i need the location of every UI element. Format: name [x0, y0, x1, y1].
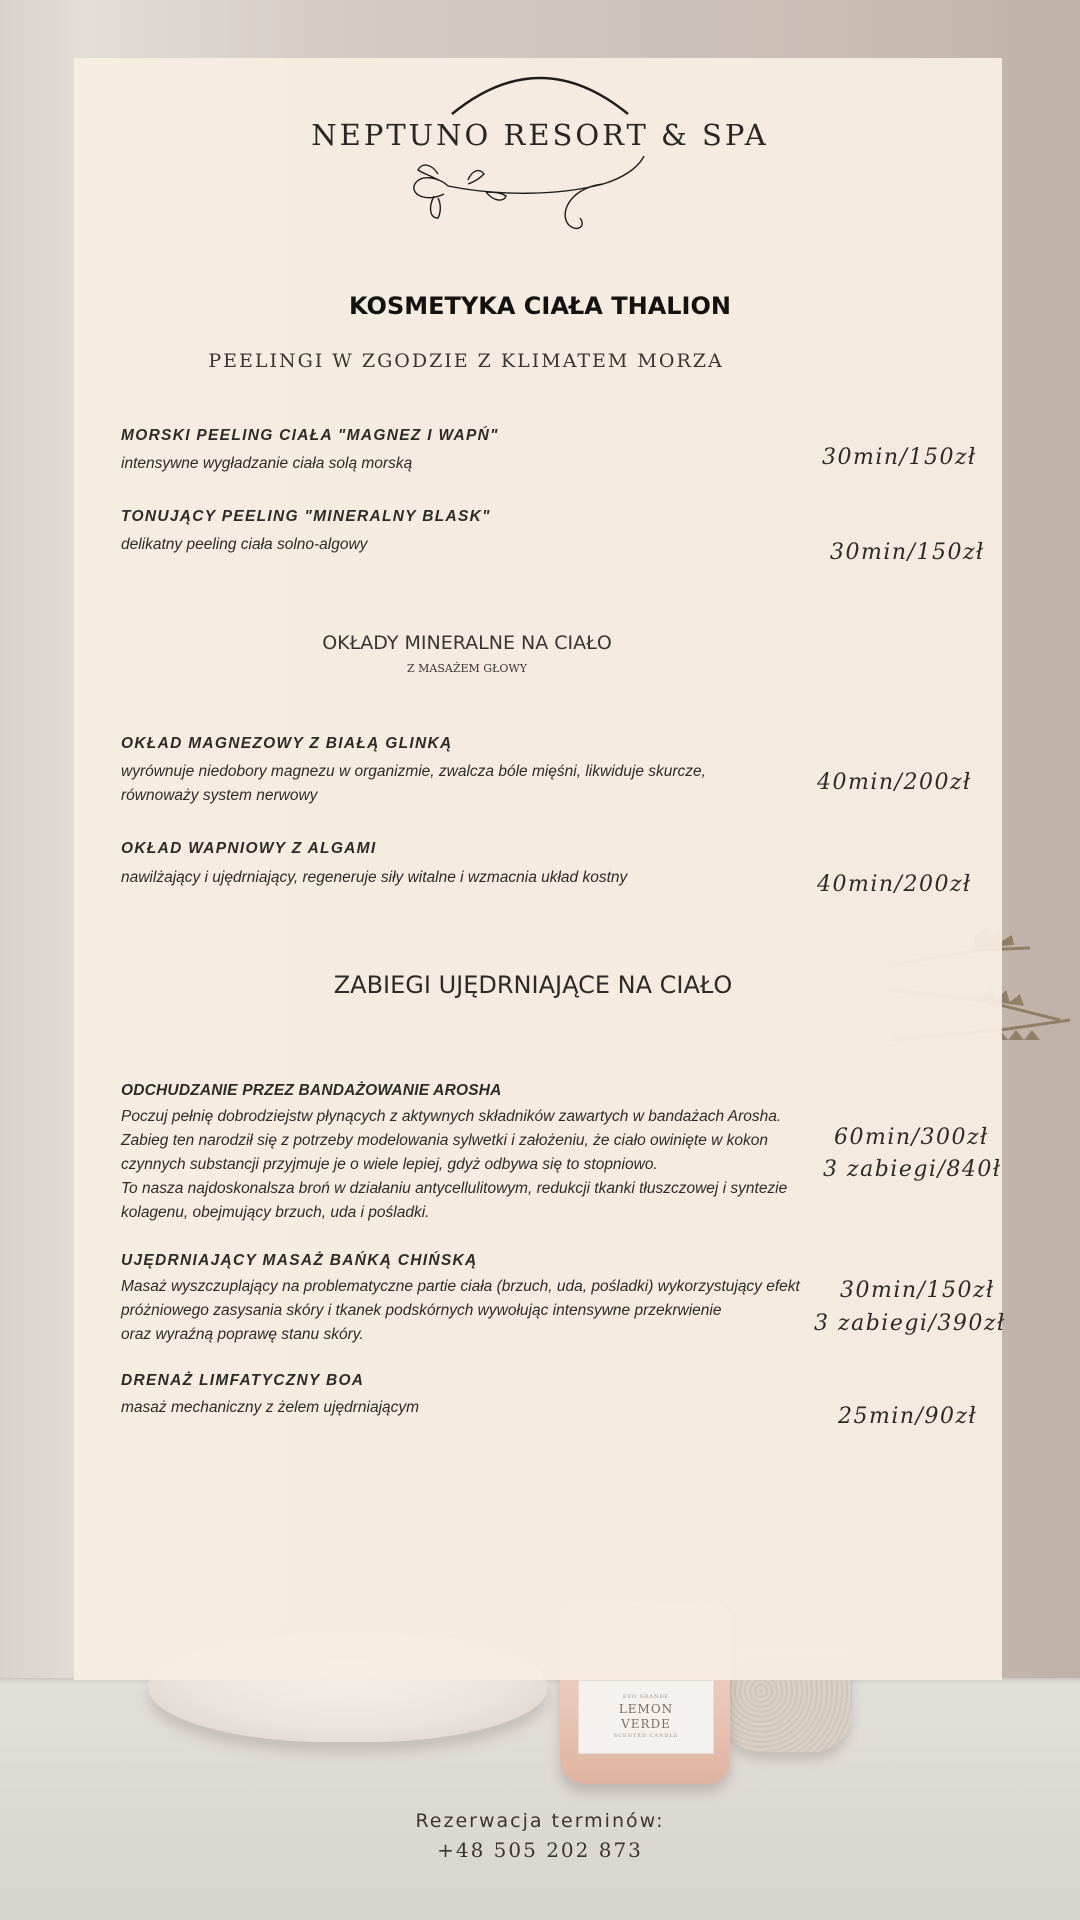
item-description: delikatny peeling ciała solno-algowy [121, 536, 368, 553]
item-price: 60min/300zł [834, 1125, 989, 1150]
item-price: 40min/200zł [817, 872, 972, 897]
wraps-section-subtitle: Z MASAŻEM GŁOWY [407, 662, 527, 675]
item-price-package: 3 zabiegi/390zł [814, 1311, 1006, 1336]
peelings-section-title: PEELINGI W ZGODZIE Z KLIMATEM MORZA [208, 350, 724, 372]
item-title: OKŁAD WAPNIOWY Z ALGAMI [121, 840, 377, 857]
brand-name: NEPTUNO RESORT & SPA [311, 118, 769, 152]
description-line: czynnych substancji przyjmuje je o wiele lepiej, gdyż odbywa się to stopniowo. [121, 1156, 658, 1173]
item-description: masaż mechaniczny z żelem ujędrniającym [121, 1399, 420, 1416]
item-title: UJĘDRNIAJĄCY MASAŻ BAŃKĄ CHIŃSKĄ [121, 1252, 478, 1269]
item-price: 25min/90zł [838, 1404, 978, 1429]
description-line: Poczuj pełnię dobrodziejstw płynących z aktywnych składników zawartych w bandażach Arosha. [121, 1108, 782, 1125]
candle-label-main: LEMON [618, 1702, 674, 1716]
item-price: 40min/200zł [817, 770, 972, 795]
item-title: TONUJĄCY PEELING "MINERALNY BLASK" [121, 508, 491, 525]
main-title: KOSMETYKA CIAŁA THALION [349, 292, 731, 320]
item-description: intensywne wygładzanie ciała solą morską [121, 455, 413, 472]
item-title: OKŁAD MAGNEZOWY Z BIAŁĄ GLINKĄ [121, 735, 453, 752]
item-description [121, 1105, 841, 1225]
item-title: DRENAŻ LIMFATYCZNY BOA [121, 1372, 365, 1389]
candle-label-main2: VERDE [621, 1717, 671, 1731]
description-line: próżniowego zasysania skóry i tkanek podskórnych wywołując intensywne przekrwienie [121, 1302, 722, 1319]
description-line: Masaż wyszczuplający na problematyczne partie ciała (brzuch, uda, pośladki) wykorzystujący efekt [121, 1278, 800, 1295]
booking-label: Rezerwacja terminów: [415, 1810, 665, 1832]
candle-label-bottom: SCENTED CANDLE [613, 1733, 679, 1739]
item-title: ODCHUDZANIE PRZEZ BANDAŻOWANIE AROSHA [121, 1082, 502, 1099]
candle-label-top: EVO GRANDE [622, 1694, 670, 1700]
item-price: 30min/150zł [822, 445, 977, 470]
candle-label [578, 1680, 714, 1754]
item-price: 30min/150zł [830, 540, 985, 565]
item-price: 30min/150zł [840, 1278, 995, 1303]
item-description: wyrównuje niedobory magnezu w organizmie, zwalcza bóle mięśni, likwiduje skurcze, równoważy system nerwowy [121, 763, 706, 804]
description-line: oraz wyraźną poprawę stanu skóry. [121, 1326, 364, 1343]
description-line: To nasza najdoskonalsza broń w działaniu antycellulitowym, redukcji tkanki tłuszczowej i syntezie [121, 1180, 788, 1197]
description-line: kolagenu, obejmujący brzuch, uda i pośladki. [121, 1204, 430, 1221]
description-line: Zabieg ten narodził się z potrzeby modelowania sylwetki i założeniu, że ciało owinięte w kokon [121, 1132, 769, 1149]
item-description [121, 1275, 841, 1347]
item-description: nawilżający i ujędrniający, regeneruje siły witalne i wzmacnia układ kostny [121, 869, 628, 886]
booking-phone[interactable]: +48 505 202 873 [437, 1838, 643, 1862]
item-title: MORSKI PEELING CIAŁA "MAGNEZ I WAPŃ" [121, 427, 499, 444]
wraps-section-title: OKŁADY MINERALNE NA CIAŁO [322, 632, 612, 654]
flower-flourish-icon [408, 156, 668, 236]
table-surface [0, 1678, 1080, 1920]
item-price-package: 3 zabiegi/840ł [823, 1157, 1002, 1182]
firming-section-title: ZABIEGI UJĘDRNIAJĄCE NA CIAŁO [333, 971, 733, 999]
